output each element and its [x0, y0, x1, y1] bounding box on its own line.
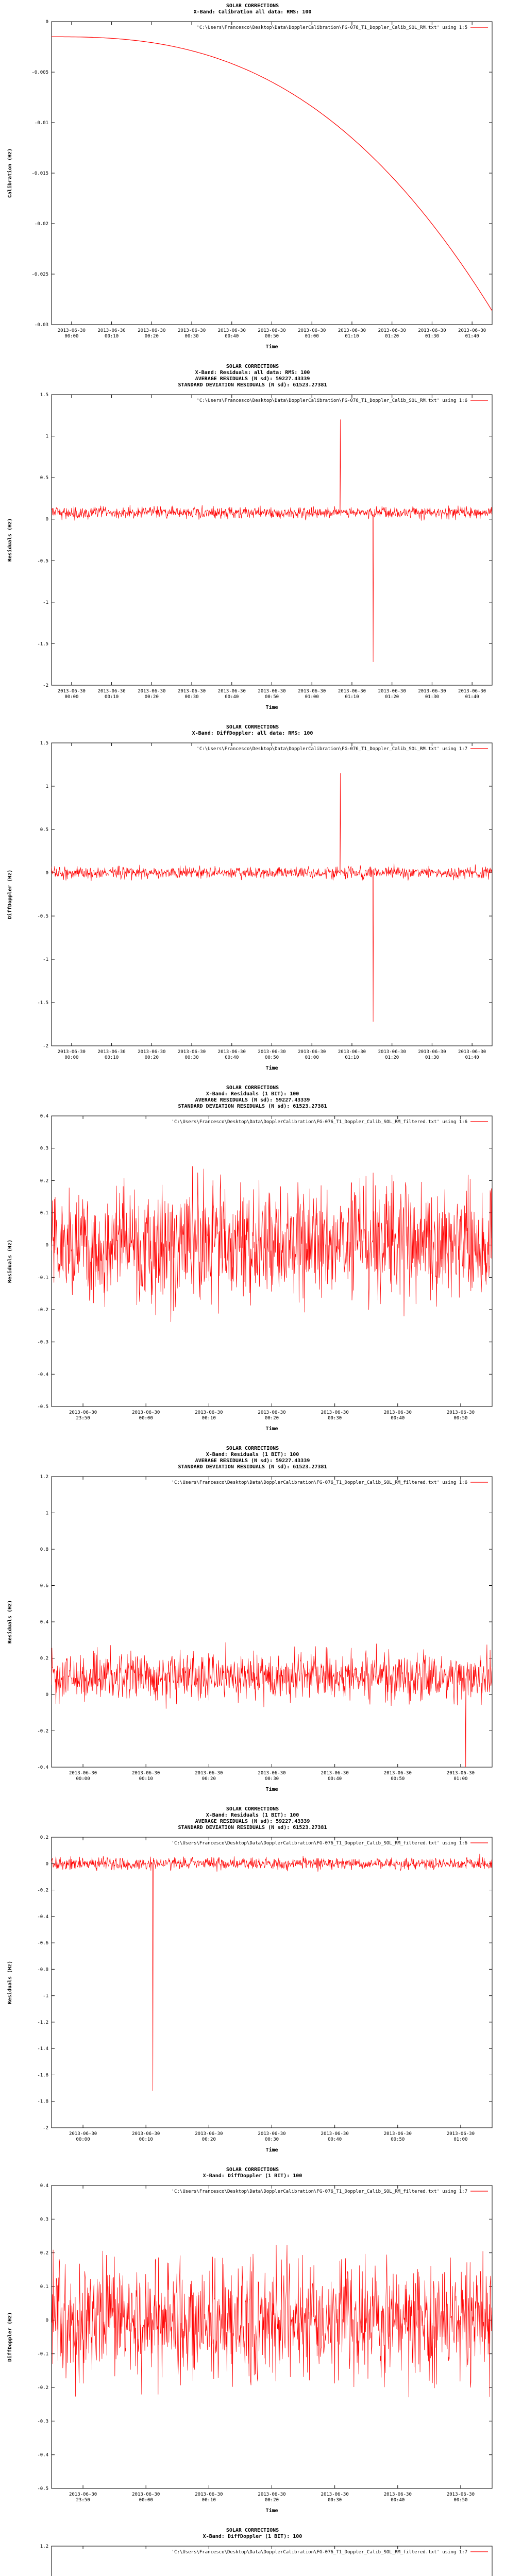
chart-title-line: X-Band: DiffDoppler: all data: RMS: 100 — [192, 731, 313, 736]
y-tick-label: -0.5 — [37, 914, 48, 919]
x-tick-label: 2013-06-30 00:20 — [195, 1771, 223, 1782]
x-tick-label: 2013-06-30 00:20 — [138, 328, 166, 339]
y-tick-label: -0.4 — [37, 1914, 48, 1920]
x-axis-label: Time — [265, 1787, 278, 1792]
y-tick-label: -0.02 — [34, 222, 48, 227]
x-tick-label: 2013-06-30 00:40 — [383, 2492, 412, 2503]
y-tick-label: -2 — [43, 1044, 48, 1049]
x-tick-label: 2013-06-30 00:20 — [138, 689, 166, 700]
chart-title-line: X-Band: DiffDoppler (1 BIT): 100 — [203, 2534, 302, 2539]
x-tick-label: 2013-06-30 00:00 — [57, 689, 86, 700]
y-axis-label: Calibration (Hz) — [7, 148, 13, 198]
chart-title-line: SOLAR CORRECTIONS — [226, 724, 279, 730]
y-tick-label: -2 — [43, 683, 48, 688]
legend-text: 'C:\Users\Francesco\Desktop\Data\DopplerCalibration\FG-076_T1_Doppler_Calib_SOL_RM_filtered.txt' using 1:6 — [171, 1120, 467, 1125]
x-tick-label: 2013-06-30 01:30 — [418, 689, 446, 700]
x-tick-label: 2013-06-30 00:10 — [97, 1049, 126, 1060]
y-tick-label: -1.4 — [37, 2046, 48, 2052]
plot-frame — [52, 1477, 492, 1767]
x-tick-label: 2013-06-30 01:10 — [338, 1049, 366, 1060]
x-tick-label: 2013-06-30 00:10 — [132, 1771, 160, 1782]
series-line — [52, 2245, 492, 2398]
y-tick-label: 1.2 — [40, 2544, 48, 2549]
y-tick-label: -0.03 — [34, 323, 48, 328]
y-tick-label: -1.5 — [37, 1001, 48, 1006]
x-tick-label: 2013-06-30 01:00 — [446, 1771, 475, 1782]
legend — [196, 747, 488, 752]
plot-frame — [52, 395, 492, 685]
series-line — [52, 773, 492, 1022]
x-tick-label: 2013-06-30 00:50 — [383, 2131, 412, 2142]
y-tick-label: -0.3 — [37, 2419, 48, 2425]
x-tick-label: 2013-06-30 01:10 — [338, 328, 366, 339]
y-tick-label: 0.5 — [40, 827, 48, 833]
legend — [172, 2550, 488, 2555]
y-tick-label: 0 — [45, 20, 48, 25]
x-tick-label: 2013-06-30 23:50 — [69, 2492, 97, 2503]
x-tick-label: 2013-06-30 00:20 — [195, 2131, 223, 2142]
x-tick-label: 2013-06-30 00:40 — [217, 1049, 246, 1060]
y-tick-label: -0.2 — [37, 2385, 48, 2391]
chart-title-line: X-Band: Residuals (1 BIT): 100 — [206, 1091, 299, 1097]
y-tick-label: 0.3 — [40, 1146, 48, 1151]
series-line — [52, 1166, 492, 1322]
y-tick-label: -1 — [43, 957, 48, 962]
y-tick-label: -0.6 — [37, 1941, 48, 1946]
y-tick-label: 0.2 — [40, 1178, 48, 1184]
series-line — [52, 1642, 492, 1771]
y-tick-label: 0 — [45, 2318, 48, 2324]
x-tick-label: 2013-06-30 23:50 — [69, 1410, 97, 1421]
x-tick-label: 2013-06-30 01:40 — [458, 328, 486, 339]
y-tick-label: 0.5 — [40, 476, 48, 481]
chart-title-line: AVERAGE RESIDUALS (N sd): 59227.43339 — [195, 1819, 310, 1824]
y-tick-label: -0.2 — [37, 1888, 48, 1893]
chart-3 — [0, 721, 505, 1082]
x-axis-label: Time — [265, 1426, 278, 1432]
y-axis-label: DiffDoppler (Hz) — [7, 869, 13, 920]
y-tick-label: 0.4 — [40, 2183, 48, 2189]
x-tick-label: 2013-06-30 00:40 — [217, 689, 246, 700]
x-tick-label: 2013-06-30 00:50 — [258, 1049, 286, 1060]
chart-6 — [0, 1803, 505, 2164]
y-tick-label: 0.1 — [40, 1211, 48, 1216]
y-axis-label: DiffDoppler (Hz) — [7, 2312, 13, 2362]
y-tick-label: 0.2 — [40, 1656, 48, 1662]
legend-text: 'C:\Users\Francesco\Desktop\Data\DopplerCalibration\FG-076_T1_Doppler_Calib_SOL_RM_filtered.txt' using 1:6 — [171, 1480, 467, 1485]
y-tick-label: -0.5 — [37, 2486, 48, 2492]
y-tick-label: -1.5 — [37, 641, 48, 647]
chart-1 — [0, 0, 505, 361]
x-tick-label: 2013-06-30 00:10 — [195, 1410, 223, 1421]
y-tick-label: 1.5 — [40, 393, 48, 398]
x-tick-label: 2013-06-30 00:20 — [138, 1049, 166, 1060]
y-tick-label: -0.4 — [37, 1765, 48, 1770]
x-tick-label: 2013-06-30 01:40 — [458, 689, 486, 700]
y-tick-label: -1.8 — [37, 2099, 48, 2105]
y-axis-label: Residuals (Hz) — [7, 1239, 13, 1283]
y-tick-label: -0.4 — [37, 2452, 48, 2458]
x-tick-label: 2013-06-30 01:00 — [298, 689, 326, 700]
chart-5 — [0, 1443, 505, 1803]
x-tick-label: 2013-06-30 00:30 — [321, 2492, 349, 2503]
x-tick-label: 2013-06-30 00:50 — [446, 2492, 475, 2503]
y-tick-label: 1.2 — [40, 1475, 48, 1480]
x-tick-label: 2013-06-30 01:40 — [458, 1049, 486, 1060]
chart-title-line: SOLAR CORRECTIONS — [226, 1085, 279, 1091]
y-tick-label: -0.2 — [37, 1308, 48, 1313]
legend-text: 'C:\Users\Francesco\Desktop\Data\DopplerCalibration\FG-076_T1_Doppler_Calib_SOL_RM_filtered.txt' using 1:7 — [171, 2550, 467, 2555]
y-tick-label: -0.005 — [31, 70, 48, 75]
chart-title-line: SOLAR CORRECTIONS — [226, 2167, 279, 2173]
x-tick-label: 2013-06-30 00:50 — [258, 689, 286, 700]
y-tick-label: -0.01 — [34, 121, 48, 126]
chart-title-line: STANDARD DEVIATION RESIDUALS (N sd): 61523.27381 — [178, 1464, 327, 1470]
series-line — [52, 1854, 492, 2091]
plot-frame — [52, 743, 492, 1046]
y-tick-label: 0.4 — [40, 1114, 48, 1119]
y-tick-label: -2 — [43, 2126, 48, 2131]
y-axis-label: Residuals (Hz) — [7, 1960, 13, 2005]
y-tick-label: -0.025 — [31, 272, 48, 277]
x-tick-label: 2013-06-30 00:30 — [258, 1771, 286, 1782]
x-axis-label: Time — [265, 2147, 278, 2153]
chart-title-line: SOLAR CORRECTIONS — [226, 364, 279, 369]
y-tick-label: -0.8 — [37, 1967, 48, 1973]
x-tick-label: 2013-06-30 00:10 — [97, 328, 126, 339]
x-tick-label: 2013-06-30 00:50 — [258, 328, 286, 339]
chart-4 — [0, 1082, 505, 1443]
legend-text: 'C:\Users\Francesco\Desktop\Data\DopplerCalibration\FG-076_T1_Doppler_Calib_SOL_RM.txt' using 1:6 — [196, 398, 467, 403]
legend-text: 'C:\Users\Francesco\Desktop\Data\DopplerCalibration\FG-076_T1_Doppler_Calib_SOL_RM_filtered.txt' using 1:7 — [171, 2189, 467, 2194]
y-tick-label: 0.1 — [40, 2284, 48, 2290]
x-axis-label: Time — [265, 705, 278, 710]
x-tick-label: 2013-06-30 01:10 — [338, 689, 366, 700]
chart-title-line: SOLAR CORRECTIONS — [226, 1446, 279, 1451]
series-line — [52, 419, 492, 662]
x-tick-label: 2013-06-30 00:30 — [177, 328, 206, 339]
y-tick-label: -0.2 — [37, 1728, 48, 1734]
y-tick-label: 0 — [45, 1692, 48, 1698]
chart-title-line: X-Band: Residuals (1 BIT): 100 — [206, 1812, 299, 1818]
chart-title-line: X-Band: Residuals (1 BIT): 100 — [206, 1452, 299, 1458]
chart-7 — [0, 2164, 505, 2524]
x-tick-label: 2013-06-30 00:10 — [195, 2492, 223, 2503]
y-tick-label: -1.6 — [37, 2073, 48, 2078]
x-tick-label: 2013-06-30 01:00 — [446, 2131, 475, 2142]
y-tick-label: -0.5 — [37, 1404, 48, 1410]
chart-title-line: STANDARD DEVIATION RESIDUALS (N sd): 61523.27381 — [178, 1825, 327, 1831]
chart-title-line: STANDARD DEVIATION RESIDUALS (N sd): 61523.27381 — [178, 1104, 327, 1109]
x-tick-label: 2013-06-30 01:20 — [378, 1049, 406, 1060]
x-tick-label: 2013-06-30 00:40 — [321, 1771, 349, 1782]
y-tick-label: -1 — [43, 600, 48, 605]
y-tick-label: -0.4 — [37, 1372, 48, 1378]
legend — [196, 398, 488, 403]
x-tick-label: 2013-06-30 00:20 — [258, 1410, 286, 1421]
x-tick-label: 2013-06-30 00:30 — [258, 2131, 286, 2142]
x-tick-label: 2013-06-30 00:00 — [69, 1771, 97, 1782]
series-line — [52, 37, 492, 311]
chart-title-line: X-Band: Residuals: all data: RMS: 100 — [195, 370, 310, 376]
legend-text: 'C:\Users\Francesco\Desktop\Data\DopplerCalibration\FG-076_T1_Doppler_Calib_SOL_RM_filtered.txt' using 1:6 — [171, 1841, 467, 1846]
x-tick-label: 2013-06-30 00:30 — [177, 689, 206, 700]
legend-text: 'C:\Users\Francesco\Desktop\Data\DopplerCalibration\FG-076_T1_Doppler_Calib_SOL_RM.txt' using 1:7 — [196, 747, 467, 752]
y-tick-label: 0.2 — [40, 2250, 48, 2256]
x-tick-label: 2013-06-30 00:10 — [97, 689, 126, 700]
y-tick-label: 0.3 — [40, 2217, 48, 2223]
y-tick-label: -0.1 — [37, 2351, 48, 2357]
x-tick-label: 2013-06-30 00:00 — [132, 2492, 160, 2503]
chart-title-line: X-Band: Calibration all data: RMS: 100 — [193, 9, 312, 15]
x-tick-label: 2013-06-30 01:20 — [378, 689, 406, 700]
x-tick-label: 2013-06-30 00:40 — [217, 328, 246, 339]
plot-frame — [52, 1837, 492, 2128]
x-tick-label: 2013-06-30 01:00 — [298, 1049, 326, 1060]
x-tick-label: 2013-06-30 00:30 — [321, 1410, 349, 1421]
x-tick-label: 2013-06-30 00:00 — [57, 1049, 86, 1060]
x-tick-label: 2013-06-30 01:30 — [418, 1049, 446, 1060]
legend-text: 'C:\Users\Francesco\Desktop\Data\DopplerCalibration\FG-076_T1_Doppler_Calib_SOL_RM.txt' using 1:5 — [196, 25, 467, 30]
chart-title-line: SOLAR CORRECTIONS — [226, 3, 279, 9]
y-tick-label: -0.1 — [37, 1275, 48, 1281]
chart-title-line: SOLAR CORRECTIONS — [226, 1806, 279, 1812]
x-tick-label: 2013-06-30 00:30 — [177, 1049, 206, 1060]
legend — [172, 1841, 488, 1846]
y-tick-label: 0.2 — [40, 1835, 48, 1840]
chart-title-line: AVERAGE RESIDUALS (N sd): 59227.43339 — [195, 376, 310, 382]
chart-title-line: SOLAR CORRECTIONS — [226, 2528, 279, 2533]
x-tick-label: 2013-06-30 00:40 — [321, 2131, 349, 2142]
legend — [172, 2189, 488, 2194]
legend — [172, 1120, 488, 1125]
plot-frame — [52, 22, 492, 325]
y-tick-label: 0.8 — [40, 1547, 48, 1552]
chart-title-line: STANDARD DEVIATION RESIDUALS (N sd): 61523.27381 — [178, 382, 327, 388]
y-tick-label: 1 — [45, 784, 48, 789]
x-tick-label: 2013-06-30 00:00 — [57, 328, 86, 339]
legend — [172, 1480, 488, 1485]
x-tick-label: 2013-06-30 01:20 — [378, 328, 406, 339]
chart-title-line: AVERAGE RESIDUALS (N sd): 59227.43339 — [195, 1458, 310, 1464]
x-tick-label: 2013-06-30 00:20 — [258, 2492, 286, 2503]
x-tick-label: 2013-06-30 00:40 — [383, 1410, 412, 1421]
y-tick-label: -0.5 — [37, 558, 48, 564]
chart-8 — [0, 2524, 505, 2576]
x-tick-label: 2013-06-30 00:50 — [383, 1771, 412, 1782]
y-tick-label: -0.015 — [31, 171, 48, 176]
y-tick-label: -1 — [43, 1993, 48, 1999]
legend — [196, 25, 488, 30]
chart-2 — [0, 361, 505, 721]
y-tick-label: 1.5 — [40, 741, 48, 746]
y-tick-label: -0.3 — [37, 1340, 48, 1345]
y-tick-label: 0 — [45, 1861, 48, 1867]
x-tick-label: 2013-06-30 00:00 — [132, 1410, 160, 1421]
x-tick-label: 2013-06-30 00:50 — [446, 1410, 475, 1421]
x-axis-label: Time — [265, 344, 278, 350]
y-tick-label: 1 — [45, 434, 48, 439]
y-tick-label: -1.2 — [37, 2020, 48, 2025]
x-tick-label: 2013-06-30 00:00 — [69, 2131, 97, 2142]
y-tick-label: 1 — [45, 1511, 48, 1516]
y-axis-label: Residuals (Hz) — [7, 518, 13, 562]
y-tick-label: 0 — [45, 871, 48, 876]
y-tick-label: 0 — [45, 517, 48, 522]
x-tick-label: 2013-06-30 01:00 — [298, 328, 326, 339]
y-tick-label: 0 — [45, 1243, 48, 1248]
y-tick-label: 0.4 — [40, 1620, 48, 1625]
x-tick-label: 2013-06-30 01:30 — [418, 328, 446, 339]
y-tick-label: 0.6 — [40, 1583, 48, 1589]
x-axis-label: Time — [265, 1065, 278, 1071]
y-axis-label: Residuals (Hz) — [7, 1600, 13, 1644]
x-tick-label: 2013-06-30 00:10 — [132, 2131, 160, 2142]
x-axis-label: Time — [265, 2508, 278, 2514]
chart-title-line: X-Band: DiffDoppler (1 BIT): 100 — [203, 2173, 302, 2179]
chart-title-line: AVERAGE RESIDUALS (N sd): 59227.43339 — [195, 1097, 310, 1103]
